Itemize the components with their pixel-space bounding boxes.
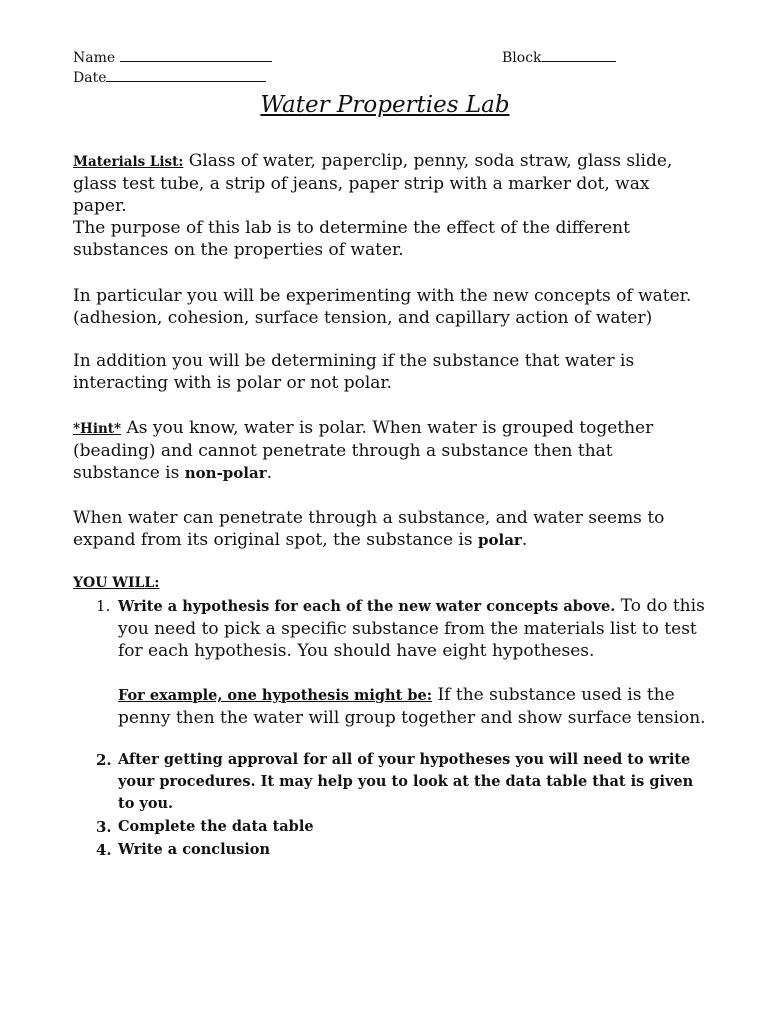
page-title: Water Properties Lab <box>260 92 510 118</box>
name-blank <box>120 48 272 62</box>
date-blank <box>106 68 266 82</box>
materials-text: Glass of water, paperclip, penny, soda straw, glass slide, glass test tube, a strip of jeans, paper strip with a marker dot, wax paper. <box>73 151 673 216</box>
hint-text: As you know, water is polar. When water is grouped together (beading) and cannot penetrate through a substance then that substance is <box>73 418 654 483</box>
hint-end: . <box>266 463 273 483</box>
example-text: If the substance used is the penny then the water will group together and show surface tension. <box>118 685 706 728</box>
when-water-paragraph <box>73 507 703 551</box>
example-hypothesis <box>118 684 708 729</box>
example-label: For example, one hypothesis might be: <box>118 687 433 704</box>
when-water-bold-term: polar <box>478 531 522 549</box>
list-item-number: 1. <box>96 597 111 615</box>
list-item-text: Complete the data table <box>118 818 314 835</box>
list-item-body: To do this you need to pick a specific substance from the materials list to test for each hypothesis. You should have eight hypotheses. <box>118 596 705 661</box>
when-water-end: . <box>521 530 528 550</box>
list-item-text <box>118 595 708 662</box>
hint-paragraph <box>73 417 703 484</box>
particular-paragraph: In particular you will be experimenting with the new concepts of water. (adhesion, cohesion, surface tension, and capillary action of water) <box>73 286 692 328</box>
block-field <box>502 48 616 67</box>
when-water-text: When water can penetrate through a substance, and water seems to expand from its original spot, the substance is <box>73 508 665 550</box>
list-item-number: 4. <box>96 841 112 859</box>
list-item-number: 2. <box>96 751 112 769</box>
hint-bold-term: non-polar <box>184 464 267 482</box>
block-label: Block <box>502 50 542 66</box>
date-label: Date <box>73 70 107 86</box>
date-field <box>73 68 266 87</box>
list-item-text: After getting approval for all of your hypotheses you will need to write your procedures. It may help you to look at the data table that is given to you. <box>118 751 694 812</box>
list-item-text: Write a conclusion <box>118 841 271 858</box>
name-label: Name <box>73 50 116 66</box>
you-will-heading: YOU WILL: <box>73 575 160 591</box>
list-item-bold: Write a hypothesis for each of the new water concepts above. <box>118 598 616 615</box>
materials-label: Materials List: <box>73 154 184 170</box>
block-blank <box>542 48 616 62</box>
name-field <box>73 48 272 67</box>
hint-label: *Hint* <box>73 421 122 437</box>
list-item-number: 3. <box>96 818 112 836</box>
addition-paragraph: In addition you will be determining if the substance that water is interacting with is polar or not polar. <box>73 351 635 393</box>
purpose-paragraph: The purpose of this lab is to determine the effect of the different substances on the properties of water. <box>73 218 630 260</box>
materials-paragraph <box>73 150 703 217</box>
